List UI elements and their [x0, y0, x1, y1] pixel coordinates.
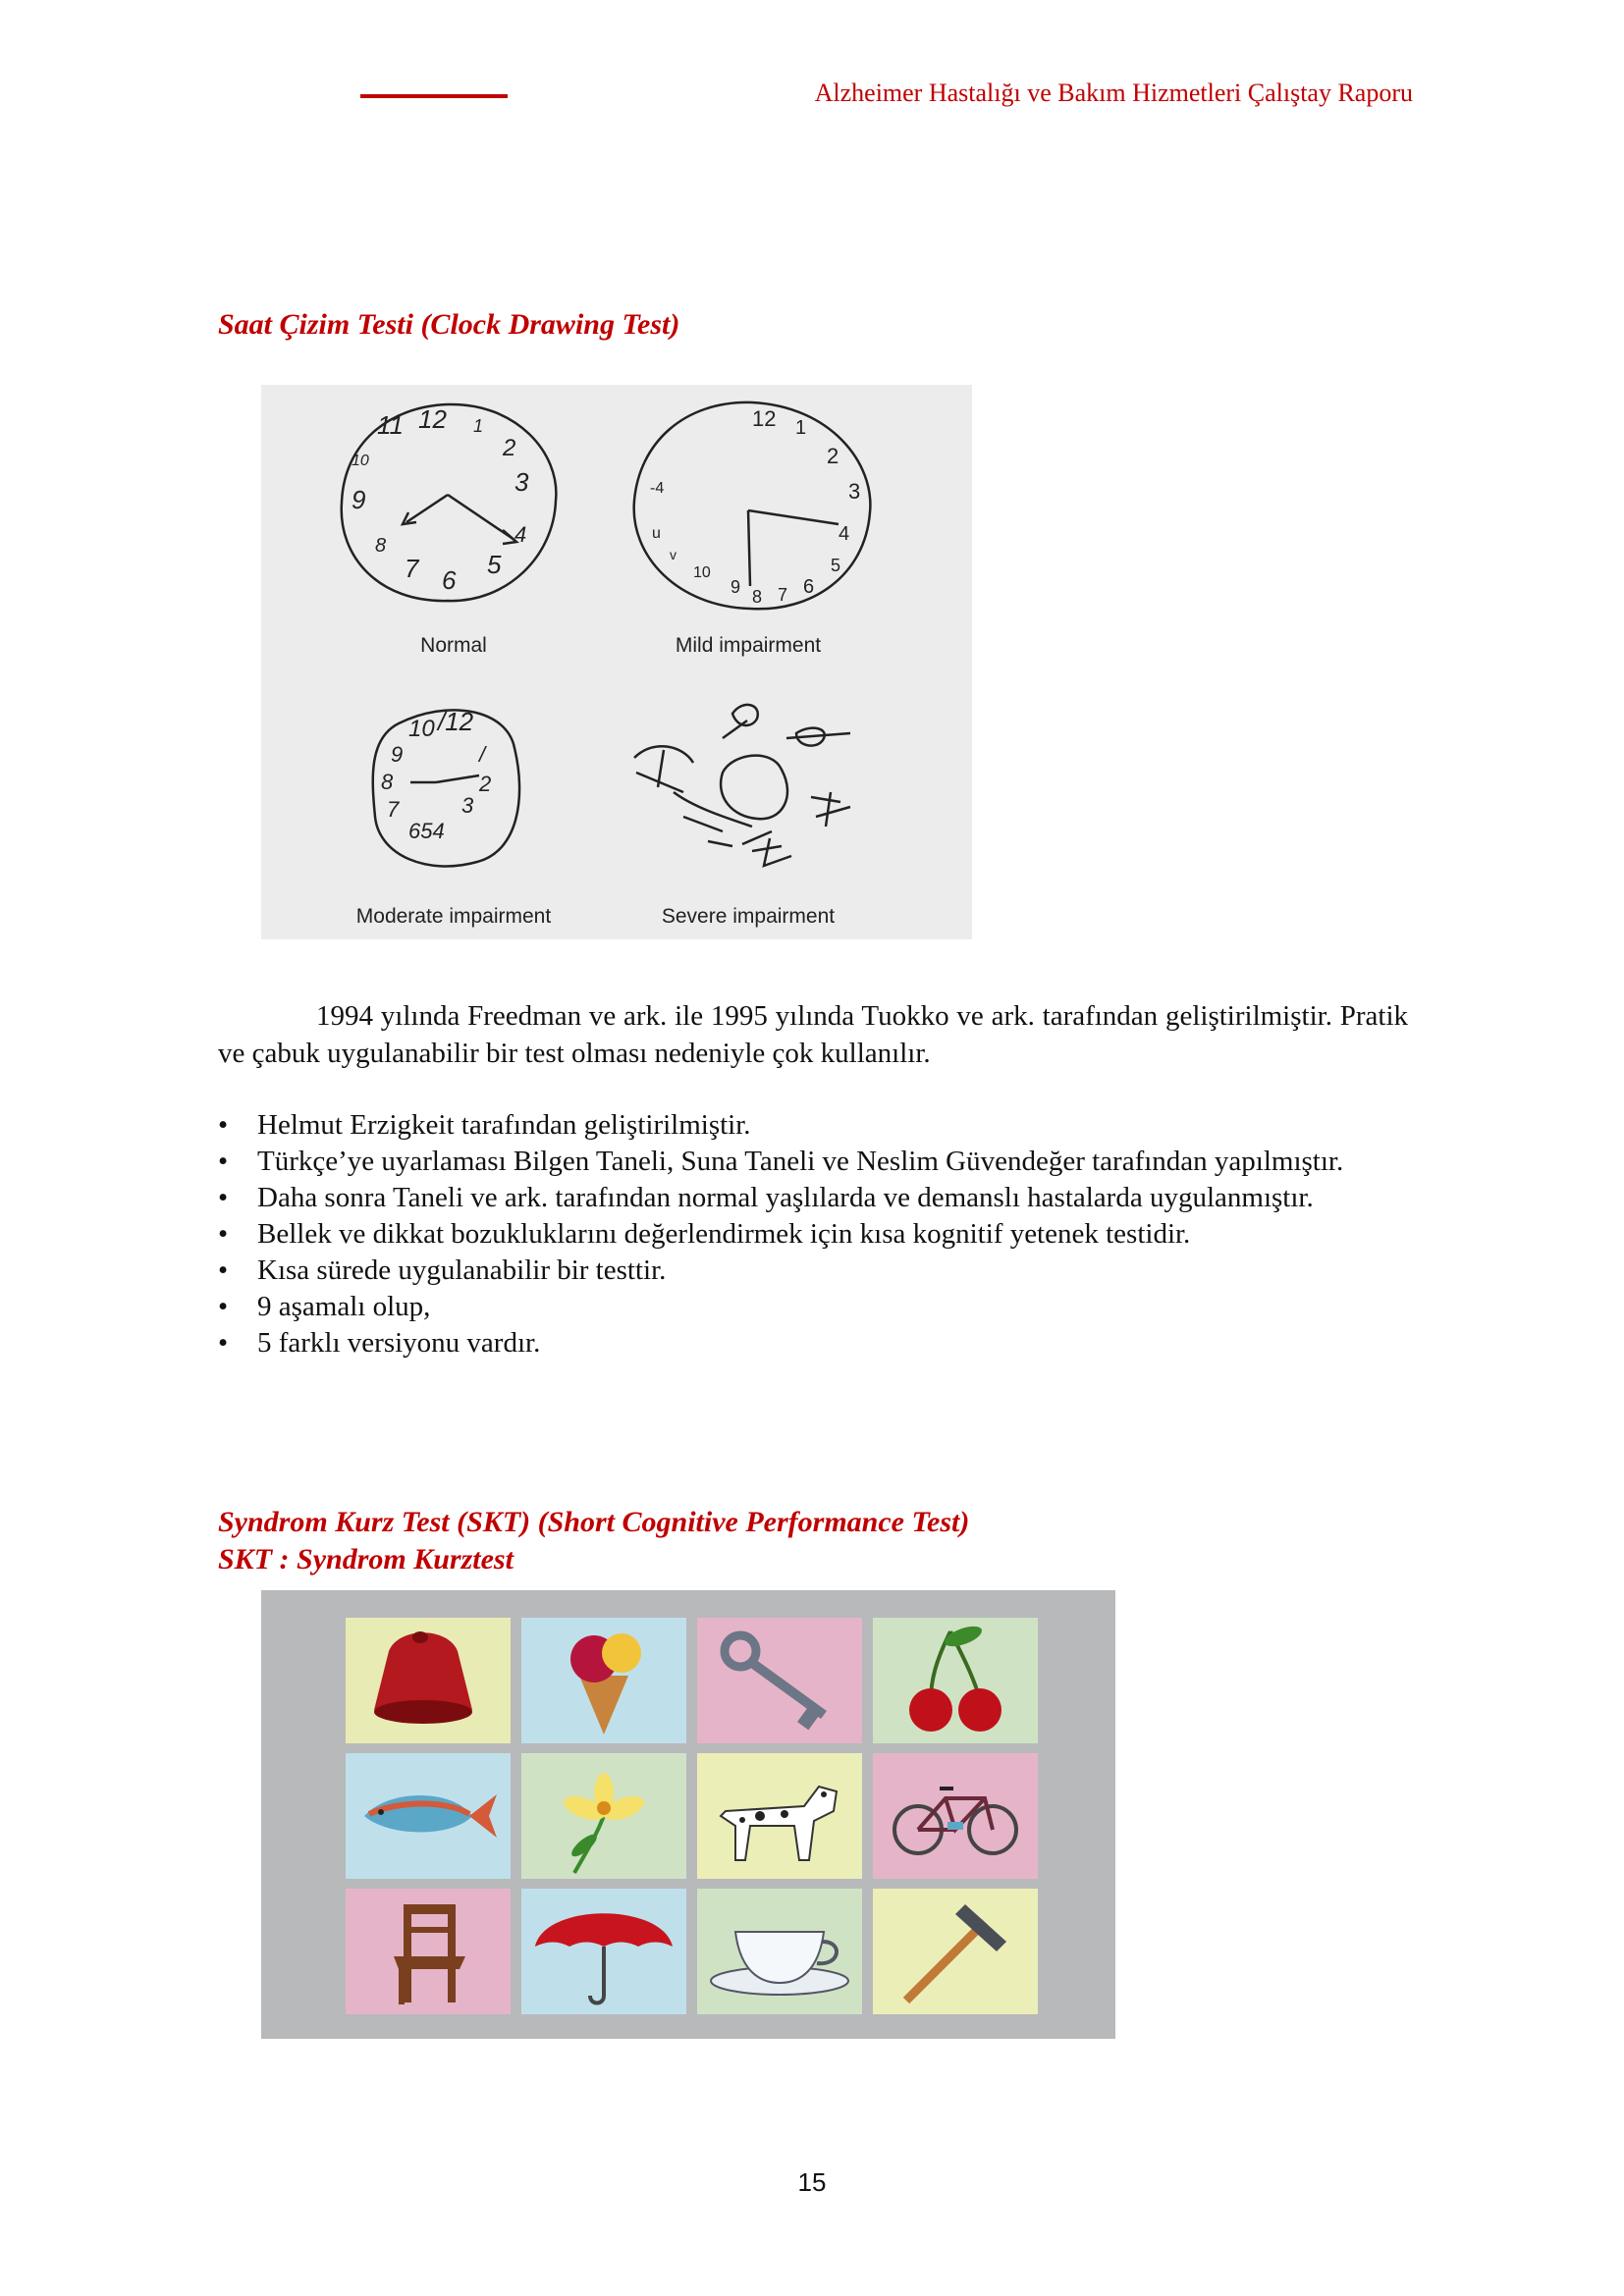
skt-bullet-list: [218, 1107, 1408, 1362]
list-item: • Kısa sürede uygulanabilir bir testtir.: [218, 1255, 667, 1286]
svg-text:8: 8: [375, 535, 387, 557]
svg-text:7: 7: [387, 797, 400, 822]
svg-text:3: 3: [461, 793, 474, 818]
svg-text:10: 10: [408, 716, 435, 742]
caption-moderate-impairment: Moderate impairment: [355, 905, 552, 928]
svg-text:2: 2: [479, 772, 492, 796]
svg-text:12: 12: [418, 404, 447, 434]
svg-text:v: v: [670, 547, 677, 562]
list-item: • 9 aşamalı olup,: [218, 1291, 431, 1322]
svg-text:2: 2: [827, 444, 839, 468]
svg-text:9: 9: [731, 577, 741, 597]
svg-text:1: 1: [473, 416, 484, 436]
caption-mild-impairment: Mild impairment: [675, 634, 822, 657]
svg-text:6: 6: [803, 576, 815, 598]
severe-impairment-clock-drawing: [634, 705, 850, 866]
svg-text:9: 9: [391, 742, 404, 767]
svg-text:u: u: [652, 525, 661, 542]
svg-text:3: 3: [848, 479, 861, 504]
list-item: • 5 farklı versiyonu vardır.: [218, 1327, 541, 1359]
svg-text:-4: -4: [650, 480, 665, 497]
svg-text:3: 3: [514, 467, 529, 497]
normal-clock-drawing: [342, 404, 557, 601]
svg-text:/12: /12: [438, 707, 474, 736]
skt-picture-grid: [261, 1590, 1115, 2039]
svg-text:8: 8: [381, 770, 394, 794]
svg-text:8: 8: [752, 587, 763, 607]
svg-text:/: /: [479, 742, 486, 767]
moderate-impairment-clock-drawing: [373, 707, 519, 866]
page-number: 15: [797, 2167, 827, 2197]
clock-test-description-text: 1994 yılında Freedman ve ark. ile 1995 yılında Tuokko ve ark. tarafından geliştirilmiştir. Pratik ve çabuk uygulanabilir bir test olması nedeniyle çok kullanılır.: [218, 1000, 1408, 1069]
list-item: • Bellek ve dikkat bozukluklarını değerlendirmek için kısa kognitif yetenek testidir.: [218, 1218, 1191, 1250]
svg-text:6: 6: [442, 565, 457, 595]
mild-impairment-clock-drawing: [634, 402, 871, 609]
clock-drawings: [261, 385, 972, 939]
svg-text:5: 5: [487, 550, 502, 579]
caption-normal: Normal: [420, 634, 487, 657]
svg-text:7: 7: [405, 554, 419, 583]
list-item: • Türkçe’ye uyarlaması Bilgen Taneli, Suna Taneli ve Neslim Güvendeğer tarafından yapılmıştır.: [218, 1146, 1344, 1177]
svg-text:4: 4: [839, 523, 850, 545]
clock-drawing-figure: [261, 385, 972, 939]
caption-severe-impairment: Severe impairment: [661, 905, 836, 928]
svg-text:7: 7: [778, 585, 788, 605]
list-item: • Helmut Erzigkeit tarafından geliştirilmiştir.: [218, 1109, 751, 1141]
svg-text:11: 11: [377, 410, 404, 440]
svg-text:4: 4: [514, 522, 527, 547]
svg-text:10: 10: [352, 453, 369, 469]
svg-text:12: 12: [752, 406, 777, 431]
svg-text:1: 1: [795, 417, 807, 439]
list-item: • Daha sonra Taneli ve ark. tarafından normal yaşlılarda ve demanslı hastalarda uygulanmıştır.: [218, 1182, 1314, 1213]
header-title: Alzheimer Hastalığı ve Bakım Hizmetleri Çalıştay Raporu: [814, 79, 1413, 107]
svg-text:5: 5: [831, 556, 841, 575]
svg-text:2: 2: [503, 435, 516, 461]
section-heading-skt: Syndrom Kurz Test (SKT) (Short Cognitive Performance Test): [218, 1506, 970, 1538]
skt-tiles: [261, 1590, 1115, 2039]
clock-test-description: [218, 997, 1408, 1072]
svg-text:654: 654: [408, 819, 445, 843]
header-rule: [360, 94, 508, 98]
svg-text:10: 10: [693, 564, 711, 581]
section-subheading-skt: SKT : Syndrom Kurztest: [218, 1543, 514, 1575]
svg-text:9: 9: [352, 485, 366, 514]
section-heading-clock-test: Saat Çizim Testi (Clock Drawing Test): [218, 308, 680, 341]
